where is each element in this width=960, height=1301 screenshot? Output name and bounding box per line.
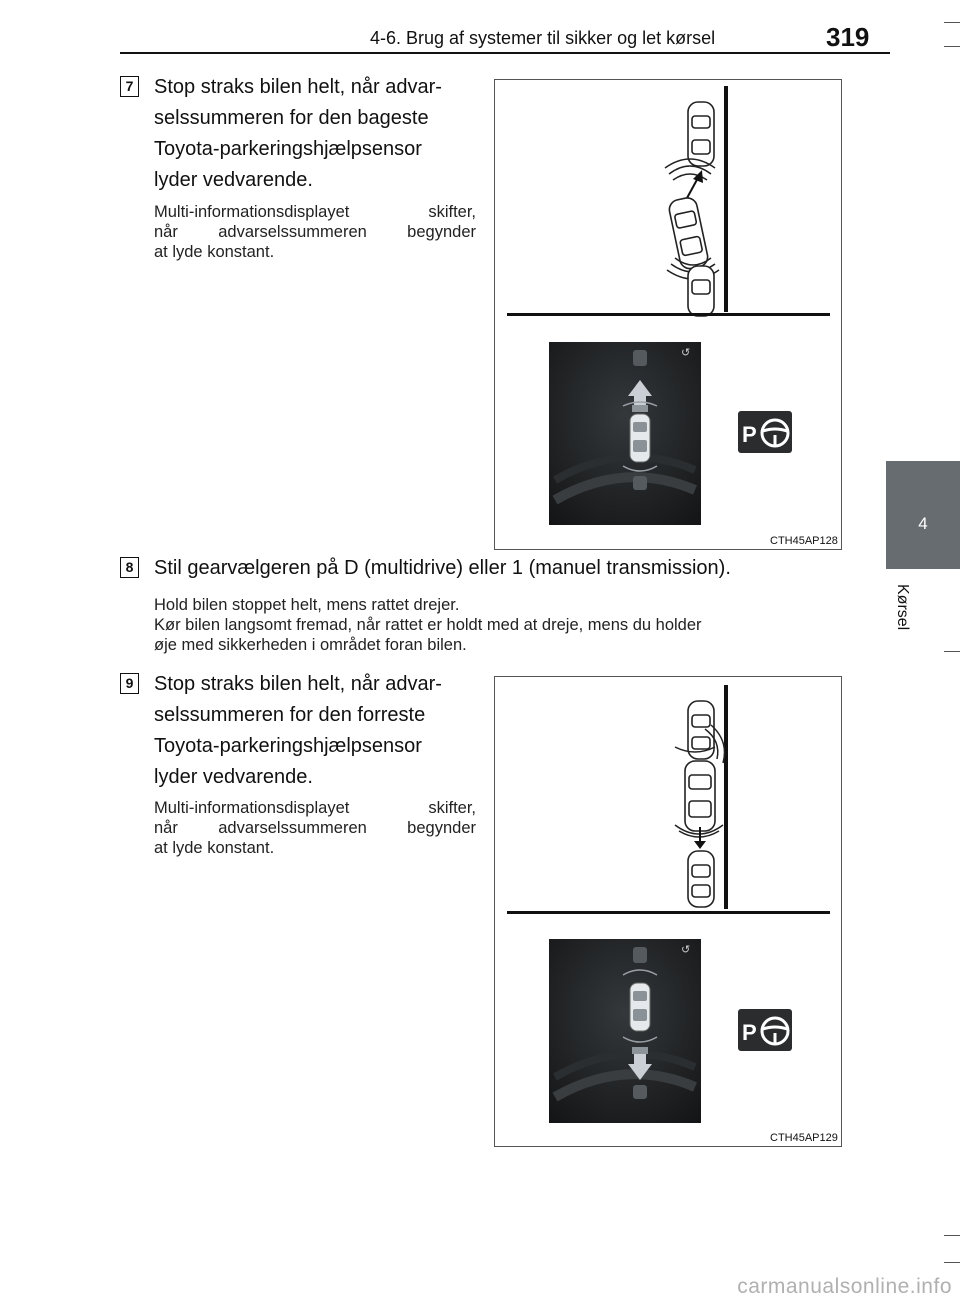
parking-assist-indicator xyxy=(738,411,792,453)
step-9-line: Toyota-parkeringshjælpsensor xyxy=(154,735,422,757)
step-7-line: lyder vedvarende. xyxy=(154,169,313,191)
step-9-note-line: Multi-informationsdisplayet skifter, xyxy=(154,799,476,817)
svg-text:↺: ↺ xyxy=(681,346,691,359)
header-title: 4-6. Brug af systemer til sikker og let kørsel xyxy=(370,28,716,48)
step-number-8: 8 xyxy=(120,557,139,578)
chapter-label: Kørsel xyxy=(894,584,911,631)
rear-sensor-illustration xyxy=(495,80,841,549)
indicator-letter: P xyxy=(742,422,757,447)
step-7-note-line: Multi-informationsdisplayet skifter, xyxy=(154,203,476,221)
figure-code-2: CTH45AP129 xyxy=(770,1132,838,1144)
parked-car-front xyxy=(688,102,714,166)
step-9-instruction xyxy=(154,669,476,793)
step-7-line: Stop straks bilen helt, når advar- xyxy=(154,76,442,98)
step-7-note xyxy=(154,202,476,262)
step-8-note-line: Kør bilen langsomt fremad, når rattet er holdt med at dreje, mens du holder xyxy=(154,616,702,634)
svg-text:↺: ↺ xyxy=(681,943,691,956)
figure-rear-sensor xyxy=(494,79,842,550)
parked-car-rear xyxy=(688,851,714,907)
wall-line xyxy=(724,86,728,312)
parked-car-rear xyxy=(688,266,714,316)
header-rule xyxy=(120,52,890,54)
figure-divider xyxy=(507,911,830,914)
step-number-7: 7 xyxy=(120,76,139,97)
page-number: 319 xyxy=(826,22,870,52)
step-9-line: Stop straks bilen helt, når advar- xyxy=(154,673,442,695)
step-7-note-line: når advarselssummeren begynder xyxy=(154,223,476,241)
indicator-letter: P xyxy=(742,1020,757,1045)
step-9-note-line: når advarselssummeren begynder xyxy=(154,819,476,837)
step-9-note xyxy=(154,798,476,858)
step-7-instruction xyxy=(154,72,476,196)
footer-watermark[interactable]: carmanualsonline.info xyxy=(737,1275,952,1298)
step-8-note-line: øje med sikkerheden i området foran bilen. xyxy=(154,636,467,654)
multi-information-display xyxy=(549,939,701,1123)
step-9-line: lyder vedvarende. xyxy=(154,766,313,788)
moving-car xyxy=(685,761,715,831)
figure-front-sensor xyxy=(494,676,842,1147)
parked-car-front xyxy=(688,701,714,759)
step-8-note-line: Hold bilen stoppet helt, mens rattet drejer. xyxy=(154,596,460,614)
step-7-note-line: at lyde konstant. xyxy=(154,243,275,261)
crop-mark xyxy=(944,651,960,652)
crop-mark xyxy=(944,1235,960,1236)
front-sensor-illustration xyxy=(495,677,841,1146)
step-7-line: selssummeren for den bageste xyxy=(154,107,429,129)
crop-mark xyxy=(944,1262,960,1263)
step-8-instruction: Stil gearvælgeren på D (multidrive) eller 1 (manuel transmission). xyxy=(154,557,731,579)
step-8-note xyxy=(154,595,854,655)
chapter-number: 4 xyxy=(918,514,928,533)
step-7-line: Toyota-parkeringshjælpsensor xyxy=(154,138,422,160)
figure-code-1: CTH45AP128 xyxy=(770,535,838,547)
step-number-9: 9 xyxy=(120,673,139,694)
moving-car xyxy=(668,196,710,270)
step-9-line: selssummeren for den forreste xyxy=(154,704,426,726)
parking-assist-indicator xyxy=(738,1009,792,1051)
crop-mark xyxy=(944,46,960,47)
crop-mark xyxy=(944,22,960,23)
wall-line xyxy=(724,685,728,909)
step-9-note-line: at lyde konstant. xyxy=(154,839,275,857)
multi-information-display xyxy=(549,342,701,525)
figure-divider xyxy=(507,313,830,316)
